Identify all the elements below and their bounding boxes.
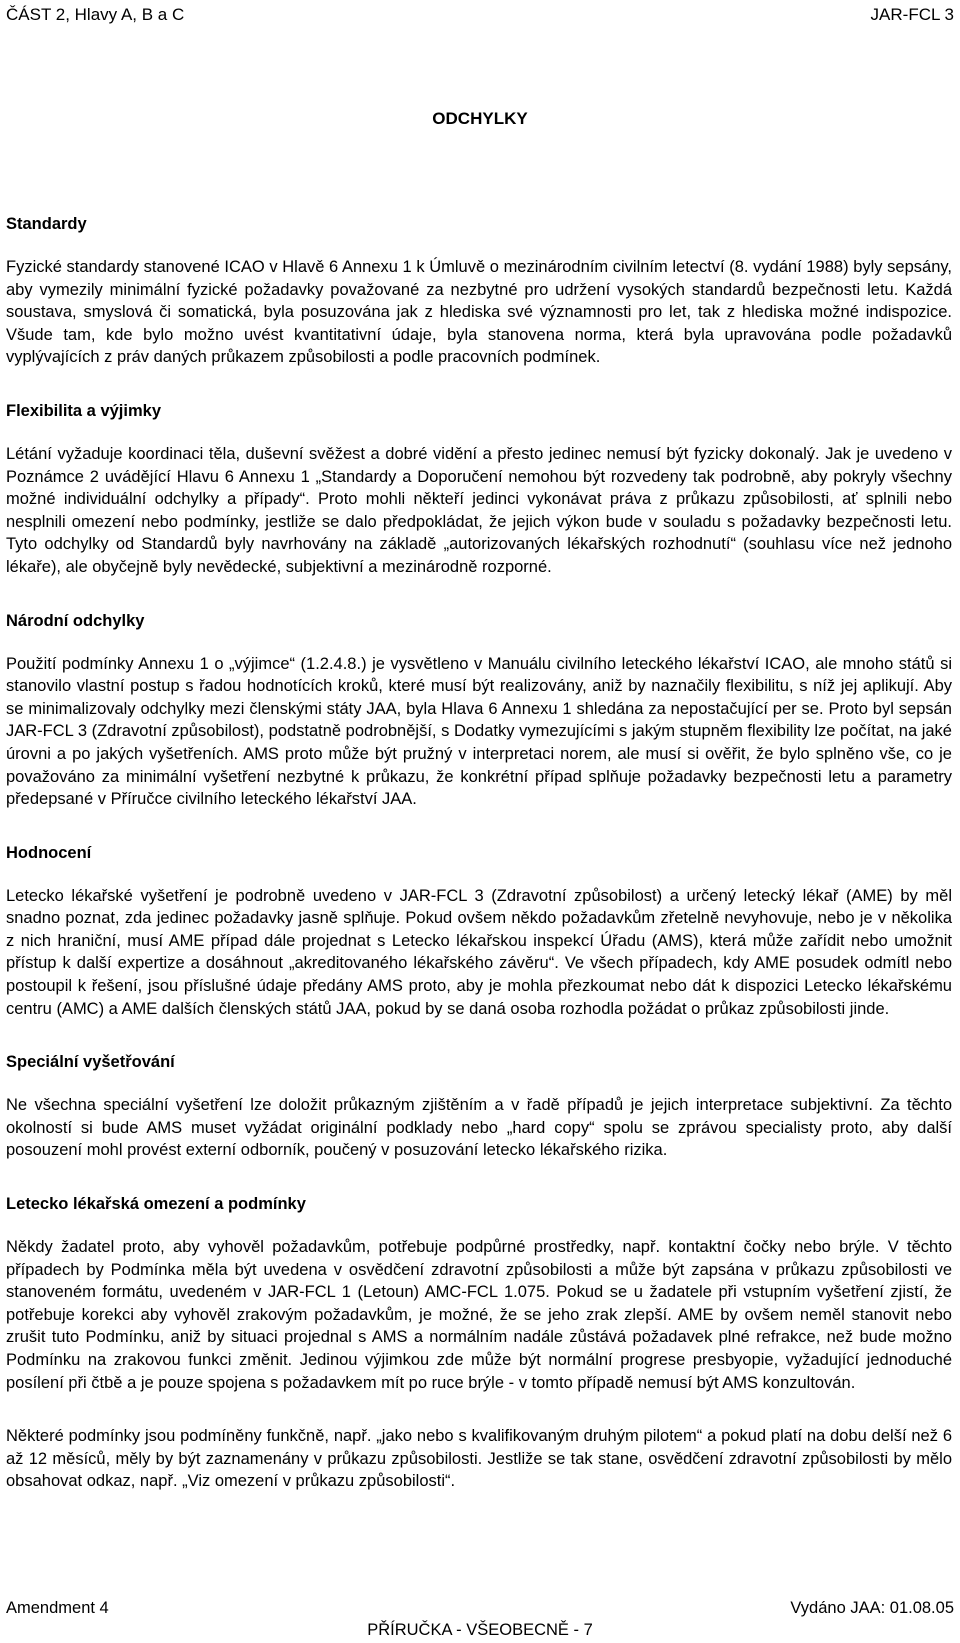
- section-omezeni-a-podminky: [6, 1193, 952, 1493]
- document-body: [6, 213, 952, 1524]
- section-flexibilita: [6, 400, 952, 579]
- paragraph: Letecko lékařské vyšetření je podrobně uvedeno v JAR-FCL 3 (Zdravotní způsobilost) a určený letecký lékař (AME) by měl snadno poznat, zda jedinec požadavky jasně splňuje. Pokud ovšem někdo požadavkům zřetelně nevyhovuje, nebo je v několika z nich hraniční, musí AME případ dále projednat s Letecko lékařskou inspekcí Úřadu (AMS), která může zařídit nebo umožnit přístup k další expertize a dosáhnout „akreditovaného lékařského závěru“. Ve všech případech, kdy AME posudek odmítl nebo postoupil k řešení, jsou příslušné údaje předány AMS proto, aby je mohla přezkoumat nebo dát k dispozici Letecko lékařskému centru (AMC) a AME dalších členských států JAA, pokud by se daná osoba rozhodla požádat o průkaz způsobilosti jinde.: [6, 886, 952, 1018]
- paragraph: Ne všechna speciální vyšetření lze doložit průkazným zjištěním a v řadě případů je jejich interpretace subjektivní. Za těchto okolností si bude AMS muset vyžádat originální podklady nebo „hard copy“ spolu se zprávou specialisty proto, aby další posouzení mohl provést externí odborník, poučený v posuzování letecko lékařského rizika.: [6, 1096, 952, 1160]
- section-heading: Národní odchylky: [6, 611, 145, 630]
- header-document-code: JAR-FCL 3: [870, 5, 954, 24]
- paragraph: Některé podmínky jsou podmíněny funkčně, např. „jako nebo s kvalifikovaným druhým pilotem“ a pokud platí na dobu delší než 6 až 12 měsíců, měly by být zaznamenány v průkazu způsobilosti. Jestliže se tak stane, osvědčení zdravotní způsobilosti by mělo obsahovat odkaz, např. „Viz omezení v průkazu způsobilosti“.: [6, 1427, 952, 1491]
- paragraph: Létání vyžaduje koordinaci těla, duševní svěžest a dobré vidění a přesto jedinec nemusí být fyzicky dokonalý. Jak je uvedeno v Poznámce 2 uvádějící Hlavu 6 Annexu 1 „Standardy a Doporučení nemohou být rozvedeny tak podrobně, aby pokryly všechny možné individuální odchylky a případy“. Proto mohli někteří jedinci vykonávat práva z průkazu způsobilosti, ať splnili nebo nesplnili omezení nebo podmínky, jestliže se dalo předpokládat, že jejich výkon bude v souladu s požadavky bezpečnosti letu. Tyto odchylky od Standardů byly navrhovány na základě „autorizovaných lékařských rozhodnutí“ (souhlasu více než jednoho lékaře), ale obyčejně byly nevědecké, subjektivní a mezinárodně rozporné.: [6, 444, 952, 576]
- footer-amendment: Amendment 4: [6, 1599, 109, 1617]
- section-heading: Letecko lékařská omezení a podmínky: [6, 1195, 306, 1214]
- section-narodni-odchylky: [6, 610, 952, 811]
- running-footer: [6, 1597, 954, 1619]
- paragraph: Někdy žadatel proto, aby vyhověl požadavkům, potřebuje podpůrné prostředky, např. kontaktní čočky nebo brýle. V těchto případech by Podmínka měla být uvedena v osvědčení zdravotní způsobilosti a může být zapsána v průkazu způsobilosti ve stanoveném formátu, uvedeném v JAR-FCL 1 (Letoun) AMC-FCL 1.075. Pokud se u žadatele při vstupním vyšetření zjistí, že potřebuje korekci aby vyhověl zrakovým požadavkům, je možné, že se jeho zrak zlepší. AME by ovšem neměl stanovit nebo zrušit tuto Podmínku, aniž by situaci projednal s AMS a normálním nadále zůstává požadavek plné refrakce, než bude možno Podmínku na zrakovou funkci změnit. Jedinou výjimkou zde může být normální progrese presbyopie, vyžadující jednoduché posílení při čtbě a je pouze spojena s požadavkem mít po ruce brýle - v tomto případě nemusí být AMS konzultován.: [6, 1238, 952, 1392]
- section-heading: Flexibilita a výjimky: [6, 401, 161, 420]
- footer-issue-date: Vydáno JAA: 01.08.05: [790, 1599, 954, 1617]
- footer-page-number: PŘÍRUČKA - VŠEOBECNĚ - 7: [367, 1621, 593, 1639]
- section-heading: Speciální vyšetřování: [6, 1053, 175, 1072]
- section-heading: Hodnocení: [6, 843, 92, 862]
- section-heading: Standardy: [6, 215, 87, 233]
- section-standardy: [6, 213, 952, 369]
- paragraph: Použití podmínky Annexu 1 o „výjimce“ (1.2.4.8.) je vysvětleno v Manuálu civilního leteckého lékařství ICAO, ale mnoho států si stanovilo vlastní postup s řadou hodnotících kroků, které musí být realizovány, aniž by naznačily flexibilitu, s níž jej aplikují. Aby se minimalizovaly odchylky mezi členskými státy JAA, byla Hlava 6 Annexu 1 shledána za nepostačující per se. Proto byl sepsán JAR-FCL 3 (Zdravotní způsobilost), podstatně podrobnější, s Dodatky vymezujícími s jakým stupněm flexibility lze počítat, na jaké úrovni a po jakých vyšetřeních. AMS proto může být pružný v interpretaci norem, ale musí si ověřit, že bylo splněno vše, co je považováno za minimální vyšetření nezbytné k průkazu, že konkrétní případ splňuje požadavky bezpečnosti letu a parametry předepsané v Příručce civilního leteckého lékařství JAA.: [6, 654, 952, 809]
- header-part-label: ČÁST 2, Hlavy A, B a C: [6, 5, 185, 24]
- running-header: [6, 4, 954, 28]
- page-title: ODCHYLKY: [432, 109, 528, 128]
- section-hodnoceni: [6, 842, 952, 1021]
- paragraph: Fyzické standardy stanovené ICAO v Hlavě 6 Annexu 1 k Úmluvě o mezinárodním civilním letectví (8. vydání 1988) byly sepsány, aby vymezily minimální fyzické požadavky považované za nezbytné pro udržení vysokých standardů bezpečnosti letu. Každá soustava, smyslová či somatická, byla posuzována jak z hlediska své významnosti pro let, tak z hlediska možné indispozice. Všude tam, kde bylo možno uvést kvantitativní údaje, byla stanovena norma, která byla upravována podle požadavků vyplývajících z práv daných průkazem způsobilosti a podle pracovních podmínek.: [6, 258, 952, 367]
- section-specialni-vysetrovani: [6, 1051, 952, 1162]
